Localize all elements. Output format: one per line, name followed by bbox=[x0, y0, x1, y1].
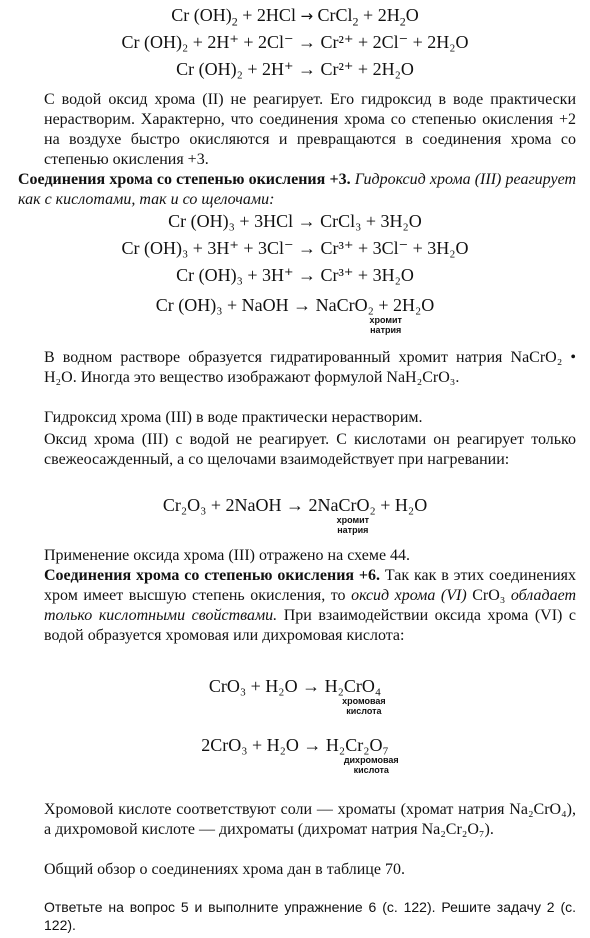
footnote-assignment: Ответьте на вопрос 5 и выполните упражнение 6 (с. 122). Решите задачу 2 (с. 122). bbox=[44, 899, 576, 933]
equation-dichromic-acid: 2CrO₃ + H₂O → H₂Cr₂O₇ дихромовая кислота bbox=[0, 734, 590, 756]
section-heading-criii: Соединения хрома со степенью окисления +3. bbox=[18, 171, 351, 188]
label-chromic-acid: хромовая кислота bbox=[342, 696, 386, 716]
paragraph-criii-heading bbox=[18, 170, 576, 210]
paragraph-chromates: Хромовой кислоте соответствуют соли — хроматы (хромат натрия Na₂CrO₄), а дихромовой кислоте — дихроматы (дихромат натрия Na₂Cr₂O₇). bbox=[44, 801, 576, 838]
equation-crii-ionic-full: Cr (OH)₂ + 2H⁺ + 2Cl⁻ → Cr²⁺ + 2Cl⁻ + 2H₂O bbox=[121, 32, 469, 52]
paragraph-crii-water: С водой оксид хрома (II) не реагирует. Его гидроксид в воде практически нерастворим. Характерно, что соединения хрома со степенью окисления +2 на воздухе быстро окисляются и превращаются в соединения хрома со степенью окисления +3. bbox=[44, 91, 576, 168]
label-sodium-chromite: хромит натрия bbox=[369, 315, 402, 335]
equation-criii-ionic-full: Cr (OH)₃ + 3H⁺ + 3Cl⁻ → Cr³⁺ + 3Cl⁻ + 3H₂O bbox=[121, 238, 469, 258]
equation-criii-hcl: Cr (OH)₃ + 3HCl → CrCl₃ + 3H₂O bbox=[168, 211, 422, 231]
paragraph-table-70: Общий обзор о соединениях хрома дан в таблице 70. bbox=[44, 861, 405, 878]
paragraph-crvi: Соединения хрома со степенью окисления +6. Так как в этих соединениях хром имеет высшую степень окисления, то оксид хрома (VI) CrO₃ обладает только кислотными свойствами. При взаимодействии оксида хрома (VI) с водой образуется хромовая или дихромовая кислота: bbox=[44, 567, 577, 644]
label-sodium-chromite-2: хромит натрия bbox=[336, 515, 370, 535]
paragraph-hydrated-chromite: В водном растворе образуется гидратированный хромит натрия NaCrO₂ • H₂O. Иногда это вещество изображают формулой NaH₂CrO₃. bbox=[44, 349, 576, 386]
equation-chromic-acid: CrO₃ + H₂O → H₂CrO₄ хромовая кислота bbox=[0, 675, 590, 697]
paragraph-hydroxide-insoluble: Гидроксид хрома (III) в воде практически нерастворим. bbox=[44, 409, 423, 426]
paragraph-scheme-44: Применение оксида хрома (III) отражено на схеме 44. bbox=[44, 547, 411, 564]
equation-crii-hcl: Cr $(OH)_2 + 2HCl$ → CrCl$_2$ + $2H_2O$ bbox=[171, 5, 419, 29]
equation-criii-naoh: Cr (OH)₃ + NaOH → NaCrO₂ + 2H₂O хромит натрия bbox=[155, 295, 435, 335]
equation-crii-ionic-short: Cr (OH)₂ + 2H⁺ → Cr²⁺ + 2H₂O bbox=[176, 59, 414, 79]
criii-hydroxide-name: Гидроксид хрома (III) bbox=[354, 171, 502, 188]
equation-criii-ionic-short: Cr (OH)₃ + 3H⁺ → Cr³⁺ + 3H₂O bbox=[176, 265, 414, 285]
equation-cr2o3-naoh: Cr₂O₃ + 2NaOH → 2NaCrO₂ + H₂O хромит натрия bbox=[162, 495, 428, 535]
label-dichromic-acid: дихромовая кислота bbox=[343, 755, 399, 775]
criii-amphoteric-text: реагирует как с кислотами, так и со щелочами: bbox=[18, 171, 577, 208]
paragraph-oxide-iii: Оксид хрома (III) с водой не реагирует. С кислотами он реагирует только свежеосажденный, а со щелочами взаимодействует при нагревании: bbox=[44, 431, 576, 468]
section-heading-crvi: Соединения хрома со степенью окисления +6. bbox=[44, 567, 381, 584]
